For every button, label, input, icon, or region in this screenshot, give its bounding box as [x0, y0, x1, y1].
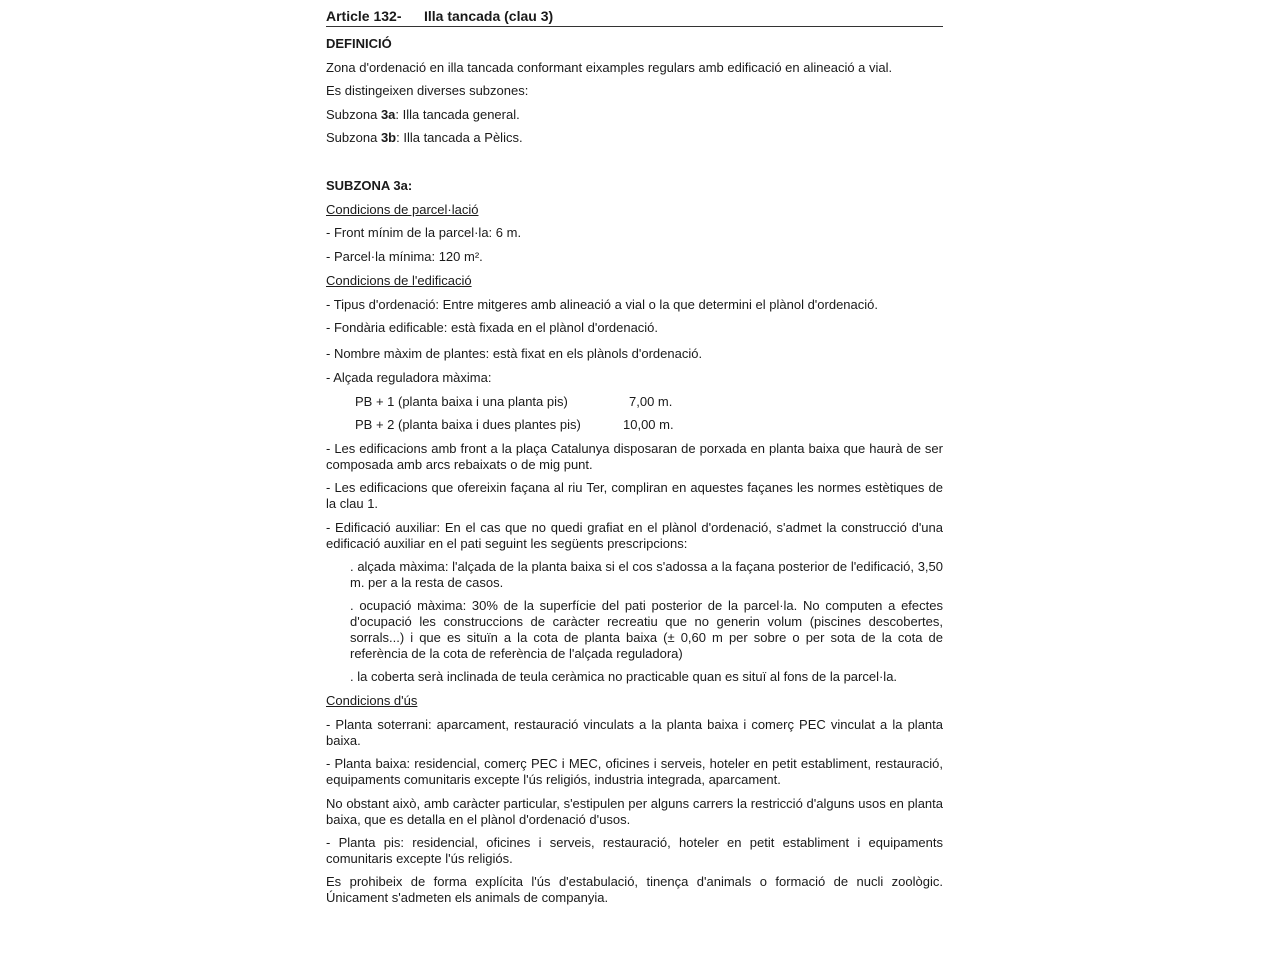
subzona-3a-heading: SUBZONA 3a: [326, 178, 413, 193]
planta-pis: - Planta pis: residencial, oficines i serveis, restauració, hoteler en petit establiment i equipaments comunitaris excepte l'ús religiós. [326, 835, 943, 866]
porxada-paragraph: - Les edificacions amb front a la plaça Catalunya disposaran de porxada en planta baixa que haurà de ser composada amb arcs rebaixats o de mig punt. [326, 441, 943, 472]
front-minim: - Front mínim de la parcel·la: 6 m. [326, 225, 522, 240]
alcada-row-2-value: 10,00 m. [623, 417, 674, 432]
planta-soterrani: - Planta soterrani: aparcament, restauració vinculats a la planta baixa i comerç PEC vinculat a la planta baixa. [326, 717, 943, 748]
alcada-heading: - Alçada reguladora màxima: [326, 370, 492, 385]
subzona-text: : Illa tancada general. [395, 107, 520, 122]
us-heading: Condicions d'ús [326, 693, 418, 708]
parcela-minima: - Parcel·la mínima: 120 m². [326, 249, 483, 264]
edificacio-heading: Condicions de l'edificació [326, 273, 472, 288]
alcada-row-2-label: PB + 2 (planta baixa i dues plantes pis) [355, 417, 581, 432]
definicio-heading: DEFINICIÓ [326, 36, 392, 51]
article-number: Article 132- [326, 8, 402, 24]
tipus-ordenacio: - Tipus d'ordenació: Entre mitgeres amb alineació a vial o la que determini el plànol d'ordenació. [326, 297, 878, 312]
article-name: Illa tancada (clau 3) [424, 8, 554, 24]
auxiliar-ocupacio: . ocupació màxima: 30% de la superfície del pati posterior de la parcel·la. No computen a efectes d'ocupació les construccions de caràcter recreatiu que no generin volum (piscines descobertes, sorrals...) i que es situïn a la cota de planta baixa (± 0,60 m per sobre o per sota de la cota de referència de la cota de referència de l'alçada reguladora) [350, 598, 943, 661]
definicio-paragraph-1: Zona d'ordenació en illa tancada conformant eixamples regulars amb edificació en alineació a vial. [326, 60, 893, 75]
subzona-prefix: Subzona [326, 130, 381, 145]
auxiliar-alcada: . alçada màxima: l'alçada de la planta baixa si el cos s'adossa a la façana posterior de l'edificació, 3,50 m. per a la resta de casos. [350, 559, 943, 590]
subzona-3a-definition [326, 107, 520, 123]
parcelacio-heading: Condicions de parcel·lació [326, 202, 479, 217]
nombre-plantes: - Nombre màxim de plantes: està fixat en els plànols d'ordenació. [326, 346, 703, 361]
edificacio-auxiliar-paragraph: - Edificació auxiliar: En el cas que no quedi grafiat en el plànol d'ordenació, s'admet la construcció d'una edificació auxiliar en el pati seguint les següents prescripcions: [326, 520, 943, 551]
subzona-code: 3a [380, 107, 396, 122]
alcada-row-1-label: PB + 1 (planta baixa i una planta pis) [355, 394, 568, 409]
no-obstant-paragraph: No obstant això, amb caràcter particular, s'estipulen per alguns carrers la restricció d'alguns usos en planta baixa, que es detalla en el plànol d'ordenació d'usos. [326, 796, 943, 827]
fondaria-edificable: - Fondària edificable: està fixada en el plànol d'ordenació. [326, 320, 659, 335]
planta-baixa: - Planta baixa: residencial, comerç PEC i MEC, oficines i serveis, hoteler en petit establiment, restauració, equipaments comunitaris excepte l'ús religiós, industria integrada, aparcament. [326, 756, 943, 787]
subzona-prefix: Subzona [326, 107, 381, 122]
article-title [326, 8, 943, 27]
prohibeix-paragraph: Es prohibeix de forma explícita l'ús d'estabulació, tinença d'animals o formació de nucli zoològic. Únicament s'admeten els animals de companyia. [326, 874, 943, 905]
subzona-text: : Illa tancada a Pèlics. [396, 130, 523, 145]
subzona-code: 3b [380, 130, 397, 145]
subzona-3b-definition [326, 130, 523, 146]
faana-riu-paragraph: - Les edificacions que ofereixin façana al riu Ter, compliran en aquestes façanes les normes estètiques de la clau 1. [326, 480, 943, 511]
alcada-row-1-value: 7,00 m. [629, 394, 673, 409]
definicio-paragraph-2: Es distingeixen diverses subzones: [326, 83, 529, 98]
auxiliar-coberta: . la coberta serà inclinada de teula ceràmica no practicable quan es situï al fons de la parcel·la. [350, 669, 898, 684]
